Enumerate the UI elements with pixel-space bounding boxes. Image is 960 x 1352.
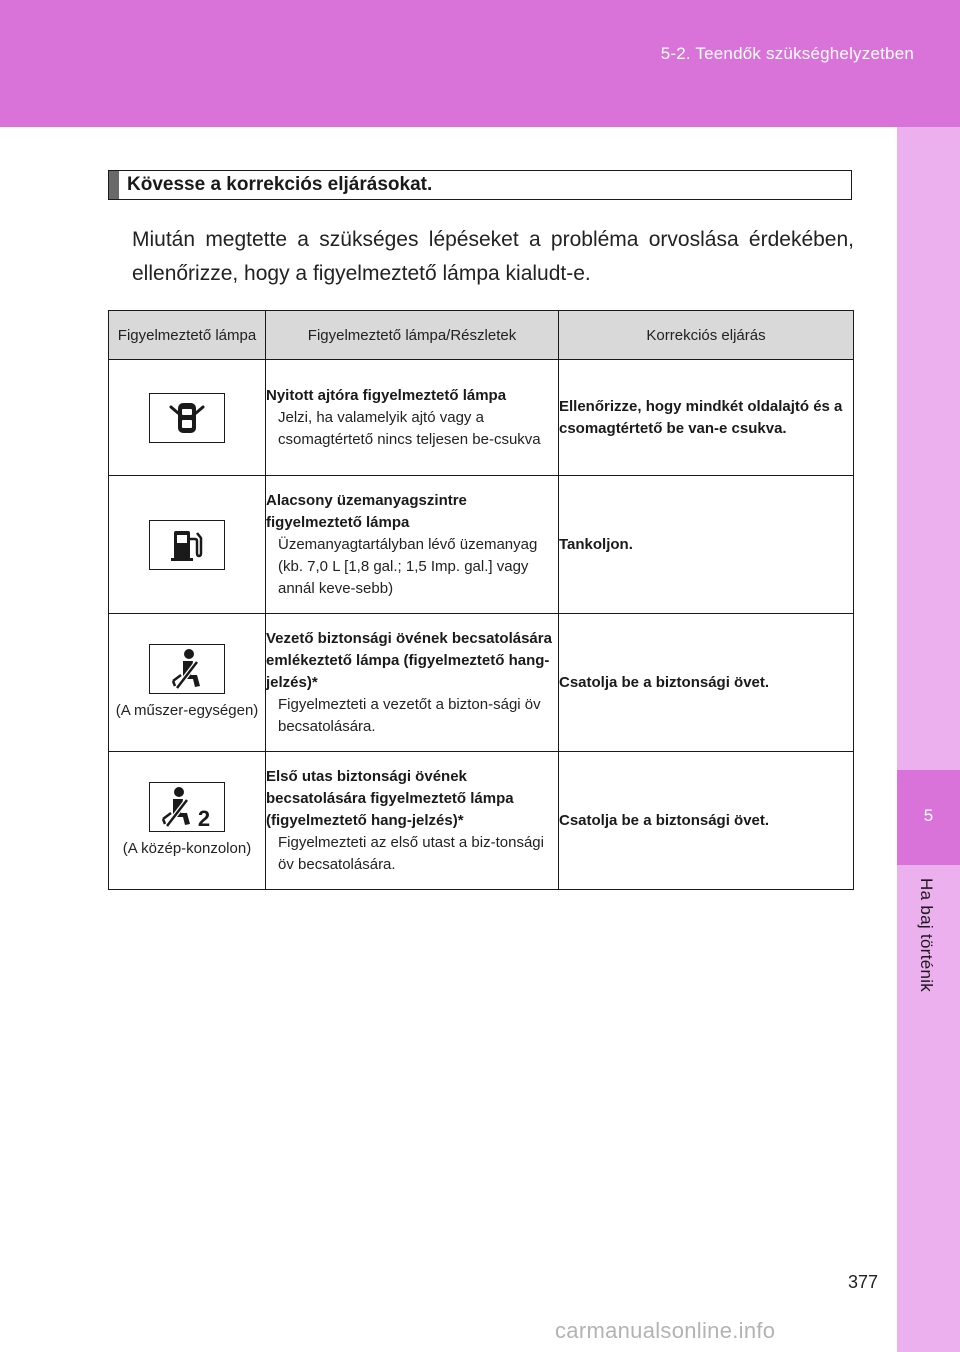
action-cell: Csatolja be a biztonsági övet. (559, 614, 854, 752)
action-cell: Csatolja be a biztonsági övet. (559, 752, 854, 890)
lamp-title: Vezető biztonsági övének becsatolására emlékeztető lámpa (figyelmeztető hang-jelzés)* (266, 629, 552, 691)
lamp-title: Első utas biztonsági övének becsatolására figyelmeztető lámpa (figyelmeztető hang-jelzés)* (266, 767, 514, 829)
section-heading-text: Kövesse a korrekciós eljárásokat. (127, 174, 433, 195)
open-door-warning-icon (168, 399, 206, 437)
table-row (109, 360, 854, 476)
action-cell: Tankoljon. (559, 476, 854, 614)
lamp-description: Jelzi, ha valamelyik ajtó vagy a csomagtértető nincs teljesen be-csukva (278, 408, 541, 448)
action-cell: Ellenőrizze, hogy mindkét oldalajtó és a csomagtértető be van-e csukva. (559, 360, 854, 476)
intro-paragraph: Miután megtette a szükséges lépéseket a probléma orvoslása érdekében, ellenőrizze, hogy a figyelmeztető lámpa kialudt-e. (132, 228, 854, 285)
table-header-details: Figyelmeztető lámpa/Részletek (266, 311, 559, 360)
lamp-cell (109, 614, 266, 752)
detail-cell (266, 614, 559, 752)
lamp-icon-frame (149, 393, 225, 443)
lamp-description: Figyelmezteti a vezetőt a bizton-sági öv becsatolására. (278, 695, 541, 735)
lamp-cell (109, 360, 266, 476)
lamp-title: Alacsony üzemanyagszintre figyelmeztető lámpa (266, 491, 467, 531)
lamp-icon-frame (149, 782, 225, 832)
detail-cell (266, 360, 559, 476)
table-row (109, 614, 854, 752)
side-tab-label: Ha baj történik (917, 878, 936, 993)
seatbelt-icon-number: 2 (197, 806, 211, 828)
lamp-title: Nyitott ajtóra figyelmeztető lámpa (266, 386, 507, 404)
lamp-icon-frame (149, 520, 225, 570)
side-tab (897, 127, 960, 1352)
lamp-cell (109, 752, 266, 890)
table-header-action: Korrekciós eljárás (559, 311, 854, 360)
seatbelt-icon (167, 648, 207, 690)
page-number: 377 (848, 1272, 879, 1292)
section-header-title: 5-2. Teendők szükséghelyzetben (660, 44, 914, 63)
lamp-description: Figyelmezteti az első utast a biz-tonsági öv becsatolására. (278, 833, 544, 873)
warning-lamp-table (108, 310, 854, 890)
detail-cell (266, 752, 559, 890)
table-row (109, 752, 854, 890)
table-header-lamp: Figyelmeztető lámpa (109, 311, 266, 360)
lamp-cell (109, 476, 266, 614)
watermark: carmanualsonline.info (555, 1318, 776, 1343)
fuel-pump-icon (168, 526, 206, 564)
side-tab-number: 5 (923, 806, 934, 825)
detail-cell (266, 476, 559, 614)
lamp-caption: (A műszer-egységen) (115, 702, 259, 719)
table-header-row (109, 311, 854, 360)
table-row (109, 476, 854, 614)
section-heading (108, 170, 852, 200)
lamp-caption: (A közép-konzolon) (122, 840, 252, 857)
lamp-icon-frame (149, 644, 225, 694)
passenger-seatbelt-icon (159, 786, 215, 828)
lamp-description: Üzemanyagtartályban lévő üzemanyag (kb. 7,0 L [1,8 gal.; 1,5 Imp. gal.] vagy annál keve-sebb) (278, 535, 538, 597)
section-heading-bar (109, 171, 119, 199)
